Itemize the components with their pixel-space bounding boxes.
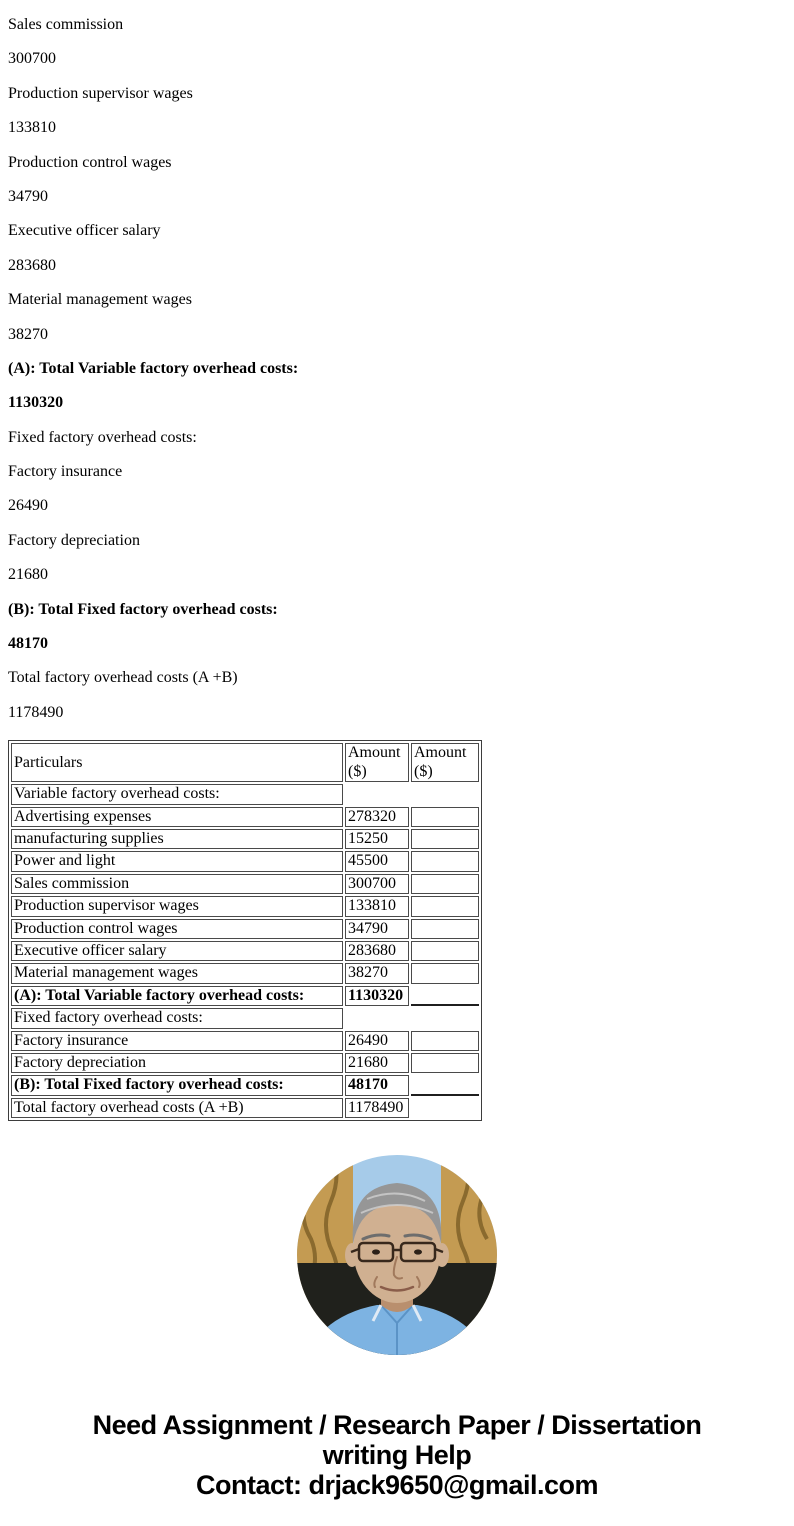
footer-ad-line: Need Assignment / Research Paper / Dissertation bbox=[92, 1410, 702, 1441]
note-line: 300700 bbox=[8, 50, 56, 68]
particulars-cell: Production control wages bbox=[11, 919, 343, 939]
portrait-photo bbox=[297, 1155, 497, 1355]
amount2-cell-empty bbox=[411, 1053, 479, 1073]
amount2-cell-rule bbox=[411, 986, 479, 1006]
amount2-cell-empty bbox=[411, 1008, 479, 1028]
overhead-costs-table bbox=[8, 740, 482, 1121]
table-row bbox=[11, 1031, 479, 1051]
note-line: Factory depreciation bbox=[8, 531, 140, 549]
amount1-cell: 45500 bbox=[345, 851, 409, 871]
amount1-cell: 34790 bbox=[345, 919, 409, 939]
table-row bbox=[11, 941, 479, 961]
note-line: Material management wages bbox=[8, 291, 192, 309]
table-row bbox=[11, 851, 479, 871]
note-line: 38270 bbox=[8, 325, 48, 343]
table-header-row bbox=[11, 743, 479, 782]
amount1-cell: 1130320 bbox=[345, 986, 409, 1006]
note-line-grand-total-value: 1178490 bbox=[8, 703, 64, 721]
particulars-cell: Production supervisor wages bbox=[11, 896, 343, 916]
particulars-cell: Sales commission bbox=[11, 874, 343, 894]
amount2-cell-empty bbox=[411, 829, 479, 849]
amount2-cell-empty bbox=[411, 784, 479, 804]
particulars-cell: manufacturing supplies bbox=[11, 829, 343, 849]
amount2-cell-empty bbox=[411, 919, 479, 939]
document-page bbox=[8, 16, 786, 1500]
amount2-cell-empty bbox=[411, 941, 479, 961]
particulars-cell: Total factory overhead costs (A +B) bbox=[11, 1098, 343, 1118]
particulars-cell: Power and light bbox=[11, 851, 343, 871]
amount1-cell: 283680 bbox=[345, 941, 409, 961]
footer-ad-line: writing Help bbox=[322, 1440, 472, 1471]
note-line: 34790 bbox=[8, 187, 48, 205]
particulars-cell: Advertising expenses bbox=[11, 807, 343, 827]
amount1-cell: 133810 bbox=[345, 896, 409, 916]
particulars-cell: Material management wages bbox=[11, 963, 343, 983]
amount1-cell: 300700 bbox=[345, 874, 409, 894]
note-line-total-variable: (A): Total Variable factory overhead costs: bbox=[8, 359, 299, 377]
amount1-cell: 15250 bbox=[345, 829, 409, 849]
amount2-cell-empty bbox=[411, 874, 479, 894]
particulars-cell: (B): Total Fixed factory overhead costs: bbox=[11, 1075, 343, 1095]
note-line: Production supervisor wages bbox=[8, 84, 193, 102]
note-line: 283680 bbox=[8, 256, 56, 274]
table-row bbox=[11, 896, 479, 916]
note-line-total-fixed-value: 48170 bbox=[8, 635, 48, 653]
particulars-cell: Executive officer salary bbox=[11, 941, 343, 961]
footer-ad-contact-email: Contact: drjack9650@gmail.com bbox=[196, 1470, 598, 1501]
table-row bbox=[11, 963, 479, 983]
particulars-cell: Fixed factory overhead costs: bbox=[11, 1008, 343, 1028]
amount2-cell-empty bbox=[411, 807, 479, 827]
table-row bbox=[11, 1053, 479, 1073]
note-line: Factory insurance bbox=[8, 463, 123, 481]
particulars-cell: (A): Total Variable factory overhead costs: bbox=[11, 986, 343, 1006]
portrait-container bbox=[8, 1155, 786, 1360]
amount2-cell-rule bbox=[411, 1075, 479, 1095]
header-amount-1: Amount ($) bbox=[345, 743, 409, 782]
table-row-section bbox=[11, 784, 479, 804]
overhead-cost-notes bbox=[8, 16, 786, 722]
amount1-cell: 38270 bbox=[345, 963, 409, 983]
table-row-section bbox=[11, 1008, 479, 1028]
note-line: 26490 bbox=[8, 497, 48, 515]
note-line-total-variable-value: 1130320 bbox=[8, 394, 64, 412]
table-row-grand-total bbox=[11, 1098, 479, 1118]
note-line: Executive officer salary bbox=[8, 222, 161, 240]
footer-ad bbox=[8, 1410, 786, 1500]
note-line: 21680 bbox=[8, 566, 48, 584]
table-row-total-variable bbox=[11, 986, 479, 1006]
note-line: Fixed factory overhead costs: bbox=[8, 428, 197, 446]
amount2-cell-empty bbox=[411, 1031, 479, 1051]
amount2-cell-empty bbox=[411, 896, 479, 916]
note-line-total-fixed: (B): Total Fixed factory overhead costs: bbox=[8, 600, 278, 618]
table-row bbox=[11, 807, 479, 827]
table-row bbox=[11, 874, 479, 894]
note-line: Production control wages bbox=[8, 153, 172, 171]
amount1-cell-empty bbox=[345, 784, 409, 804]
amount1-cell: 26490 bbox=[345, 1031, 409, 1051]
particulars-cell: Factory depreciation bbox=[11, 1053, 343, 1073]
header-amount-2: Amount ($) bbox=[411, 743, 479, 782]
table-row bbox=[11, 829, 479, 849]
amount1-cell: 1178490 bbox=[345, 1098, 409, 1118]
note-line: 133810 bbox=[8, 119, 56, 137]
amount1-cell: 278320 bbox=[345, 807, 409, 827]
amount2-cell-empty bbox=[411, 851, 479, 871]
particulars-cell: Variable factory overhead costs: bbox=[11, 784, 343, 804]
note-line-grand-total: Total factory overhead costs (A +B) bbox=[8, 669, 238, 687]
amount1-cell: 48170 bbox=[345, 1075, 409, 1095]
table-row bbox=[11, 919, 479, 939]
header-particulars: Particulars bbox=[11, 743, 343, 782]
particulars-cell: Factory insurance bbox=[11, 1031, 343, 1051]
amount2-cell-empty bbox=[411, 963, 479, 983]
table-row-total-fixed bbox=[11, 1075, 479, 1095]
amount1-cell-empty bbox=[345, 1008, 409, 1028]
amount1-cell: 21680 bbox=[345, 1053, 409, 1073]
note-line: Sales commission bbox=[8, 16, 124, 33]
amount2-cell-empty bbox=[411, 1098, 479, 1118]
